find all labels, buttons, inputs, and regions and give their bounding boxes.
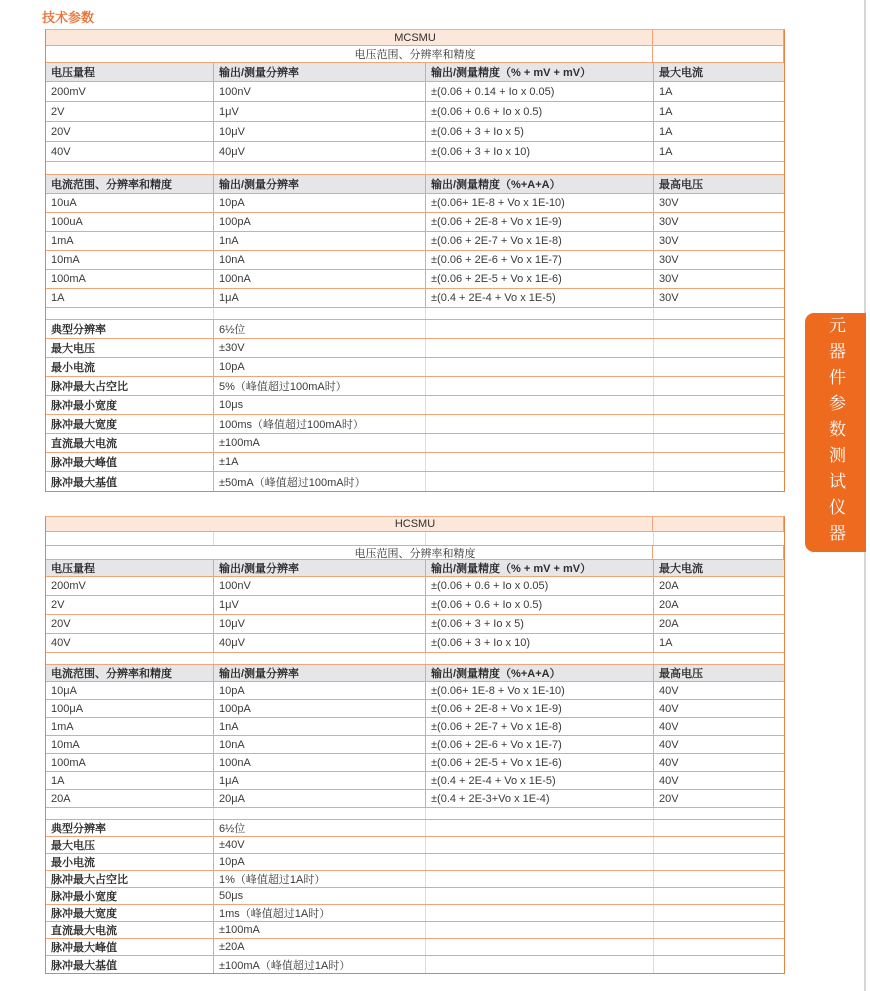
spacer-cell — [214, 308, 426, 319]
spec-empty-cell — [654, 434, 785, 452]
mcsmu-spec-table — [45, 29, 785, 492]
spec-value: ±1A — [214, 453, 426, 471]
data-cell: 100mA — [46, 270, 214, 288]
data-cell: ±(0.06 + 0.14 + Io x 0.05) — [426, 82, 654, 101]
page-title: 技术参数 — [42, 10, 95, 25]
data-cell: 40V — [46, 634, 214, 652]
spec-label: 脉冲最大基值 — [46, 472, 214, 491]
data-cell: 1μA — [214, 289, 426, 307]
data-cell: ±(0.06 + 2E-8 + Vo x 1E-9) — [426, 213, 654, 231]
data-cell: 20V — [659, 792, 679, 805]
spacer-row — [46, 808, 784, 820]
data-cell: 40μV — [214, 634, 426, 652]
spec-label: 最大电压 — [46, 837, 214, 853]
data-cell: 30V — [659, 235, 679, 247]
spec-value: ±100mA — [214, 434, 426, 452]
side-tab-label: 元器件参数测试仪器 — [826, 315, 845, 550]
spec-label: 脉冲最小宽度 — [46, 396, 214, 414]
spec-empty-cell — [426, 453, 654, 471]
column-header: 输出/测量精度（%+A+A） — [426, 175, 654, 193]
spec-value: 6½位 — [214, 820, 426, 836]
data-cell: 20V — [46, 615, 214, 633]
spec-empty-cell — [654, 871, 785, 887]
spec-value: 1ms（峰值超过1A时） — [214, 905, 426, 921]
current-data-row — [46, 232, 784, 251]
spacer-cell — [426, 808, 654, 819]
column-header: 最高电压 — [659, 179, 703, 191]
column-header: 输出/测量分辨率 — [214, 175, 426, 193]
data-cell: 10mA — [46, 736, 214, 753]
spec-value: ±100mA — [214, 922, 426, 938]
spec-label: 典型分辨率 — [46, 820, 214, 836]
spec-empty-cell — [426, 854, 654, 870]
data-cell: ±(0.06 + 2E-7 + Vo x 1E-8) — [426, 718, 654, 735]
spacer-row — [46, 162, 784, 175]
spacer-cell — [654, 308, 785, 319]
data-cell: 10pA — [214, 194, 426, 212]
spec-value: 10pA — [214, 854, 426, 870]
spec-empty-cell — [654, 820, 785, 836]
table-title: MCSMU — [394, 31, 436, 44]
table-title-row — [46, 517, 784, 532]
spec-empty-cell — [426, 358, 654, 376]
spec-row — [46, 320, 784, 339]
spec-row — [46, 922, 784, 939]
spacer-cell — [654, 653, 785, 664]
spec-label: 脉冲最大占空比 — [46, 377, 214, 395]
spec-value: ±100mA（峰值超过1A时） — [214, 956, 426, 973]
data-cell: ±(0.06 + 0.6 + Io x 0.05) — [426, 577, 654, 595]
spec-empty-cell — [426, 377, 654, 395]
voltage-data-row — [46, 634, 784, 653]
data-cell: 1nA — [214, 718, 426, 735]
spec-row — [46, 939, 784, 956]
spec-label: 脉冲最大占空比 — [46, 871, 214, 887]
table-subtitle: 电压范围、分辨率和精度 — [354, 547, 476, 560]
spec-row — [46, 358, 784, 377]
spacer-cell — [214, 162, 426, 174]
spec-empty-cell — [426, 820, 654, 836]
data-cell: 40μV — [214, 142, 426, 161]
data-cell: ±(0.06+ 1E-8 + Vo x 1E-10) — [426, 682, 654, 699]
spec-value: ±20A — [214, 939, 426, 955]
spec-empty-cell — [426, 956, 654, 973]
table-subtitle-row — [46, 46, 784, 63]
voltage-data-row — [46, 102, 784, 122]
voltage-data-row — [46, 596, 784, 615]
data-cell: 10nA — [214, 251, 426, 269]
data-cell: 40V — [659, 720, 679, 733]
data-cell: 1A — [46, 772, 214, 789]
data-cell: ±(0.06 + 0.6 + Io x 0.5) — [426, 102, 654, 121]
data-cell: 100pA — [214, 213, 426, 231]
spec-empty-cell — [654, 396, 785, 414]
data-cell: 100nA — [214, 754, 426, 771]
spec-empty-cell — [426, 472, 654, 491]
column-header: 最大电流 — [659, 563, 703, 575]
spec-row — [46, 377, 784, 396]
data-cell: 1μA — [214, 772, 426, 789]
spec-empty-cell — [654, 415, 785, 433]
spec-empty-cell — [654, 922, 785, 938]
data-cell: 40V — [659, 738, 679, 751]
spec-empty-cell — [654, 472, 785, 491]
spacer-cell — [654, 162, 785, 174]
data-cell: ±(0.06 + 3 + Io x 10) — [426, 634, 654, 652]
data-cell: 100mA — [46, 754, 214, 771]
spec-row — [46, 820, 784, 837]
voltage-header-row — [46, 560, 784, 577]
data-cell: 40V — [46, 142, 214, 161]
spacer-cell — [654, 532, 785, 545]
data-cell: ±(0.4 + 2E-4 + Vo x 1E-5) — [426, 772, 654, 789]
column-header: 最大电流 — [659, 67, 703, 79]
table-subtitle-row — [46, 546, 784, 560]
current-data-row — [46, 772, 784, 790]
side-tab-component-parameter-testers[interactable] — [805, 313, 866, 552]
spec-label: 最小电流 — [46, 358, 214, 376]
data-cell: 100μA — [46, 700, 214, 717]
spec-row — [46, 888, 784, 905]
data-cell: 1A — [659, 105, 673, 118]
spec-value: ±30V — [214, 339, 426, 357]
data-cell: 1nA — [214, 232, 426, 250]
spec-row — [46, 434, 784, 453]
voltage-header-row — [46, 63, 784, 82]
spec-row — [46, 396, 784, 415]
data-cell: 1A — [46, 289, 214, 307]
data-cell: 10μA — [46, 682, 214, 699]
current-data-row — [46, 194, 784, 213]
column-header: 输出/测量精度（%+A+A） — [426, 665, 654, 681]
spec-empty-cell — [426, 939, 654, 955]
spec-empty-cell — [426, 320, 654, 338]
data-cell: 10μV — [214, 122, 426, 141]
spacer-cell — [654, 808, 785, 819]
spec-value: 1%（峰值超过1A时） — [214, 871, 426, 887]
spec-value: ±40V — [214, 837, 426, 853]
data-cell: 20μA — [214, 790, 426, 807]
data-cell: 10pA — [214, 682, 426, 699]
spec-empty-cell — [426, 837, 654, 853]
data-cell: ±(0.06 + 2E-8 + Vo x 1E-9) — [426, 700, 654, 717]
data-cell: 1A — [659, 125, 673, 138]
table-title-row — [46, 30, 784, 46]
data-cell: 20A — [46, 790, 214, 807]
spec-empty-cell — [426, 871, 654, 887]
column-header: 电流范围、分辨率和精度 — [46, 665, 214, 681]
spacer-row — [46, 653, 784, 665]
spec-value: 6½位 — [214, 320, 426, 338]
voltage-data-row — [46, 142, 784, 162]
data-cell: ±(0.06 + 2E-5 + Vo x 1E-6) — [426, 754, 654, 771]
data-cell: 20A — [659, 580, 679, 592]
data-cell: ±(0.06 + 3 + Io x 5) — [426, 122, 654, 141]
data-cell: 40V — [659, 702, 679, 715]
spec-empty-cell — [426, 415, 654, 433]
data-cell: 100pA — [214, 700, 426, 717]
current-data-row — [46, 700, 784, 718]
spec-row — [46, 837, 784, 854]
current-data-row — [46, 736, 784, 754]
data-cell: 30V — [659, 216, 679, 228]
data-cell: 1A — [659, 637, 673, 649]
spec-empty-cell — [654, 358, 785, 376]
column-header: 输出/测量精度（% + mV + mV） — [426, 560, 654, 576]
voltage-data-row — [46, 122, 784, 142]
spec-label: 脉冲最小宽度 — [46, 888, 214, 904]
data-cell: 10mA — [46, 251, 214, 269]
spec-empty-cell — [654, 837, 785, 853]
column-header: 最高电压 — [659, 668, 703, 680]
data-cell: 30V — [659, 254, 679, 266]
table-subtitle: 电压范围、分辨率和精度 — [354, 49, 476, 61]
data-cell: 200mV — [46, 577, 214, 595]
spacer-cell — [46, 162, 214, 174]
data-cell: 1mA — [46, 718, 214, 735]
spec-empty-cell — [654, 339, 785, 357]
data-cell: 20A — [659, 599, 679, 611]
spec-row — [46, 871, 784, 888]
spec-label: 最小电流 — [46, 854, 214, 870]
current-header-row — [46, 175, 784, 194]
spec-row — [46, 905, 784, 922]
column-header: 输出/测量分辨率 — [214, 560, 426, 576]
spec-empty-cell — [426, 396, 654, 414]
spec-label: 脉冲最大峰值 — [46, 453, 214, 471]
spacer-cell — [46, 653, 214, 664]
data-cell: 100nV — [214, 577, 426, 595]
spec-empty-cell — [654, 956, 785, 973]
spec-empty-cell — [654, 854, 785, 870]
data-cell: 40V — [659, 774, 679, 787]
spec-value: 10pA — [214, 358, 426, 376]
current-data-row — [46, 251, 784, 270]
data-cell: 40V — [659, 684, 679, 697]
spec-empty-cell — [426, 888, 654, 904]
spec-empty-cell — [654, 905, 785, 921]
spacer-cell — [214, 532, 426, 545]
spec-label: 脉冲最大宽度 — [46, 415, 214, 433]
data-cell: ±(0.06 + 2E-6 + Vo x 1E-7) — [426, 736, 654, 753]
column-header: 输出/测量精度（% + mV + mV） — [426, 63, 654, 81]
spec-empty-cell — [654, 320, 785, 338]
data-cell: 1mA — [46, 232, 214, 250]
spacer-cell — [46, 532, 214, 545]
data-cell: 100nV — [214, 82, 426, 101]
data-cell: 30V — [659, 292, 679, 304]
current-header-row — [46, 665, 784, 682]
current-data-row — [46, 682, 784, 700]
spec-empty-cell — [426, 434, 654, 452]
voltage-data-row — [46, 577, 784, 596]
column-header: 输出/测量分辨率 — [214, 665, 426, 681]
spec-label: 脉冲最大峰值 — [46, 939, 214, 955]
data-cell: 30V — [659, 197, 679, 209]
data-cell: 10uA — [46, 194, 214, 212]
data-cell: 100uA — [46, 213, 214, 231]
spec-value: 100ms（峰值超过100mA时） — [214, 415, 426, 433]
spacer-cell — [46, 308, 214, 319]
spec-row — [46, 956, 784, 973]
data-cell: 100nA — [214, 270, 426, 288]
current-data-row — [46, 790, 784, 808]
spec-label: 直流最大电流 — [46, 922, 214, 938]
current-data-row — [46, 213, 784, 232]
data-cell: ±(0.4 + 2E-3+Vo x 1E-4) — [426, 790, 654, 807]
spec-row — [46, 472, 784, 491]
data-cell: ±(0.06 + 2E-7 + Vo x 1E-8) — [426, 232, 654, 250]
column-header: 电流范围、分辨率和精度 — [46, 175, 214, 193]
current-data-row — [46, 270, 784, 289]
spacer-cell — [426, 162, 654, 174]
spec-label: 直流最大电流 — [46, 434, 214, 452]
data-cell: ±(0.06 + 0.6 + Io x 0.5) — [426, 596, 654, 614]
data-cell: 20V — [46, 122, 214, 141]
data-cell: ±(0.06+ 1E-8 + Vo x 1E-10) — [426, 194, 654, 212]
data-cell: 30V — [659, 273, 679, 285]
spacer-cell — [426, 308, 654, 319]
spacer-row — [46, 308, 784, 320]
spec-row — [46, 415, 784, 434]
data-cell: 1μV — [214, 596, 426, 614]
column-header: 电压量程 — [46, 63, 214, 81]
spec-value: 10μs — [214, 396, 426, 414]
column-header: 电压量程 — [46, 560, 214, 576]
data-cell: 1A — [659, 85, 673, 98]
data-cell: 1A — [659, 145, 673, 158]
spec-row — [46, 339, 784, 358]
spacer-cell — [426, 653, 654, 664]
voltage-data-row — [46, 82, 784, 102]
table-title: HCSMU — [394, 518, 436, 530]
spacer-cell — [46, 808, 214, 819]
current-data-row — [46, 289, 784, 308]
spec-label: 典型分辨率 — [46, 320, 214, 338]
data-cell: 10nA — [214, 736, 426, 753]
spec-empty-cell — [426, 339, 654, 357]
data-cell: 2V — [46, 102, 214, 121]
data-cell: 20A — [659, 618, 679, 630]
spec-empty-cell — [654, 377, 785, 395]
spec-empty-cell — [426, 905, 654, 921]
data-cell: ±(0.06 + 2E-6 + Vo x 1E-7) — [426, 251, 654, 269]
spec-label: 脉冲最大宽度 — [46, 905, 214, 921]
data-cell: 2V — [46, 596, 214, 614]
spec-empty-cell — [654, 939, 785, 955]
spec-row — [46, 453, 784, 472]
spec-value: 5%（峰值超过100mA时） — [214, 377, 426, 395]
spec-label: 脉冲最大基值 — [46, 956, 214, 973]
spec-value: 50μs — [214, 888, 426, 904]
data-cell: 200mV — [46, 82, 214, 101]
spec-empty-cell — [426, 922, 654, 938]
current-data-row — [46, 718, 784, 736]
voltage-data-row — [46, 615, 784, 634]
column-header: 输出/测量分辨率 — [214, 63, 426, 81]
data-cell: ±(0.06 + 2E-5 + Vo x 1E-6) — [426, 270, 654, 288]
data-cell: 40V — [659, 756, 679, 769]
data-cell: 10μV — [214, 615, 426, 633]
hcsmu-spec-table — [45, 516, 785, 974]
spacer-cell — [214, 808, 426, 819]
spec-row — [46, 854, 784, 871]
data-cell: 1μV — [214, 102, 426, 121]
data-cell: ±(0.06 + 3 + Io x 10) — [426, 142, 654, 161]
spec-label: 最大电压 — [46, 339, 214, 357]
spec-empty-cell — [654, 453, 785, 471]
current-data-row — [46, 754, 784, 772]
data-cell: ±(0.06 + 3 + Io x 5) — [426, 615, 654, 633]
spec-value: ±50mA（峰值超过100mA时） — [214, 472, 426, 491]
spacer-cell — [214, 653, 426, 664]
data-cell: ±(0.4 + 2E-4 + Vo x 1E-5) — [426, 289, 654, 307]
spacer-cell — [426, 532, 654, 545]
spec-empty-cell — [654, 888, 785, 904]
